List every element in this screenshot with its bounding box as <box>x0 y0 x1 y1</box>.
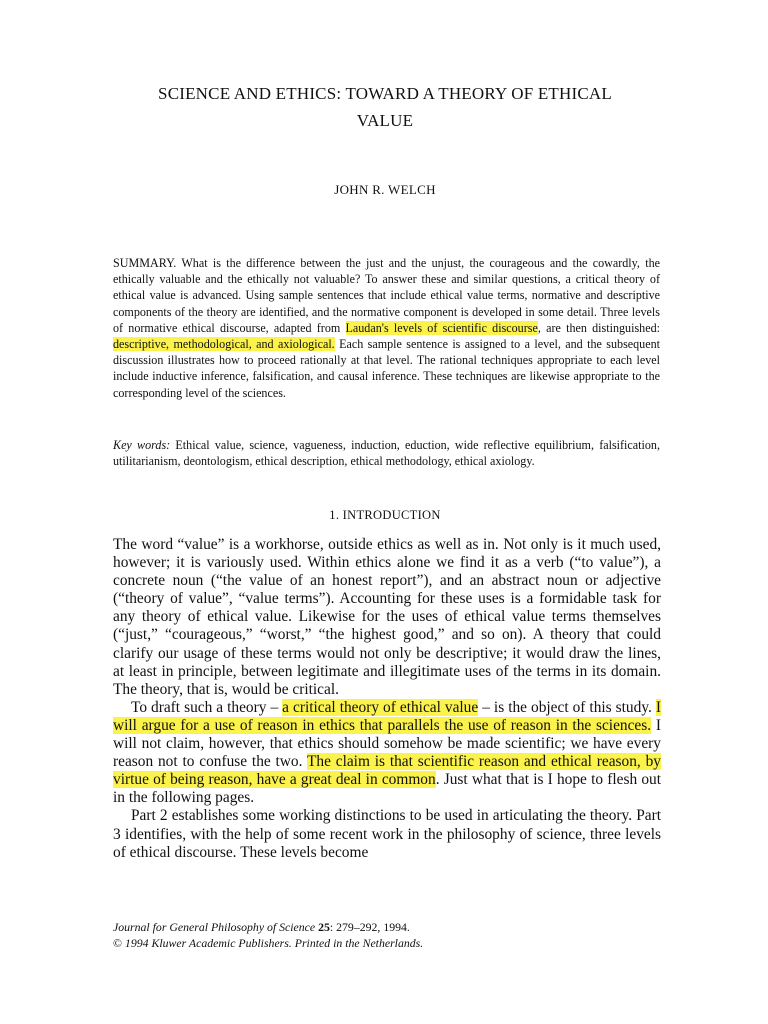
journal-pages: : 279–292, 1994. <box>329 920 410 934</box>
copyright-line <box>113 936 660 952</box>
copyright-icon: © <box>113 935 122 950</box>
summary-text-1: SUMMARY. What is the difference between the just and the unjust, the courageous and the cowardly, the ethically valuable and the ethically not valuable? To answer these and similar questions, a critical theory of ethical value is advanced. Using sample sentences that include ethical value terms, normative and descriptive components of the theory are identified, and the normative component is developed in some detail. Three levels of normative ethical discourse, adapted from <box>113 256 660 335</box>
summary-text-3: Each sample sentence is assigned to a level, and the subsequent discussion illustrates how to proceed rationally at that level. The rational techniques appropriate to each level include inductive inference, falsification, and causal inference. These techniques are likewise appropriate to the corresponding level of the sciences. <box>113 337 661 400</box>
p2-text-1: To draft such a theory – <box>131 698 283 716</box>
title-line-1: SCIENCE AND ETHICS: TOWARD A THEORY OF ETHICAL <box>158 84 612 103</box>
highlight-laudan: Laudan's levels of scientific discourse <box>345 320 538 335</box>
keywords-paragraph <box>113 437 660 469</box>
journal-name: Journal for General Philosophy of Science <box>113 920 316 934</box>
summary-paragraph <box>113 255 660 401</box>
paper-title <box>110 80 660 134</box>
body-paragraph-2 <box>113 699 661 808</box>
highlight-levels: descriptive, methodological, and axiological. <box>113 337 335 352</box>
body-text <box>113 536 661 862</box>
keywords-label: Key words: <box>113 438 171 452</box>
journal-volume: 25 <box>318 920 330 934</box>
highlight-argue: I will argue for a use of reason in ethics that parallels the use of reason in the sciences. <box>113 698 662 734</box>
p2-text-2: – is the object of this study. <box>478 698 656 716</box>
highlight-critical-theory: a critical theory of ethical value <box>282 698 479 716</box>
keywords-text: Ethical value, science, vagueness, induction, eduction, wide reflective equilibrium, falsification, utilitarianism, deontologism, ethical description, ethical methodology, ethical axiology. <box>113 438 660 469</box>
p2-text-3: I will not claim, however, that ethics should somehow be made scientific; we have every reason not to confuse the two. <box>113 716 661 771</box>
journal-line <box>113 920 660 936</box>
author-name: JOHN R. WELCH <box>334 182 436 197</box>
summary-text-2: , are then distinguished: <box>537 320 660 335</box>
copyright-text: 1994 Kluwer Academic Publishers. Printed in the Netherlands. <box>121 935 424 950</box>
body-paragraph-1: The word “value” is a workhorse, outside ethics as well as in. Not only is it much used, however; it is variously used. Within ethics alone we find it as a verb (“to value”), a concrete noun (“the value of an honest report”), and an abstract noun or adjective (“theory of value”, “value terms”). Accounting for these uses is a formidable task for any theory of ethical value. Likewise for the uses of ethical value terms themselves (“just,” “courageous,” “worst,” “the highest good,” and so on). A theory that could clarify our usage of these terms would not only be descriptive; it would draw the lines, at least in principle, between legitimate and illegitimate uses of the terms in its domain. The theory, that is, would be critical. <box>113 536 661 698</box>
section-heading: 1. INTRODUCTION <box>329 508 441 522</box>
title-line-2: VALUE <box>356 111 414 130</box>
highlight-claim: The claim is that scientific reason and ethical reason, by virtue of being reason, have a great deal in common <box>113 753 661 789</box>
body-paragraph-3: Part 2 establishes some working distinctions to be used in articulating the theory. Part 3 identifies, with the help of some recent work in the philosophy of science, three levels of ethical discourse. These levels become <box>113 807 661 861</box>
footer-citation <box>113 920 660 951</box>
p2-text-4: . Just what that is I hope to flesh out in the following pages. <box>113 771 661 807</box>
